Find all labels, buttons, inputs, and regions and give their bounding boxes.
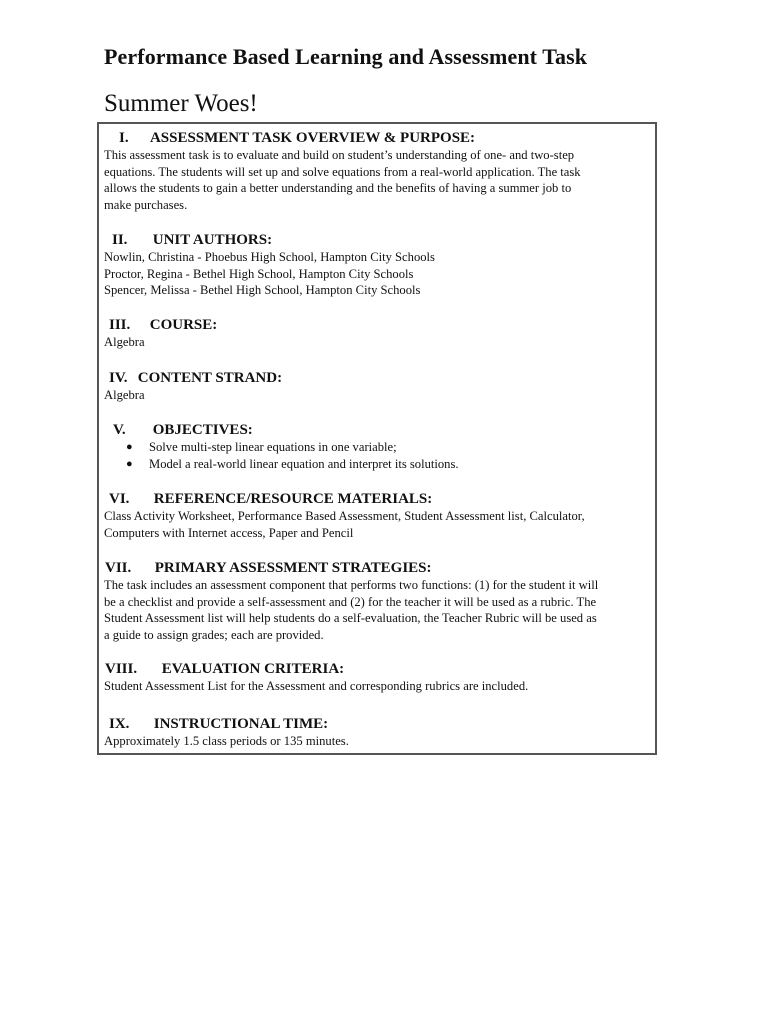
section-title: INSTRUCTIONAL TIME: — [153, 716, 329, 732]
section-heading — [104, 559, 649, 577]
body-line: equations. The students will set up and solve equations from a real-world application. The task — [104, 164, 581, 179]
section-number: V. — [113, 422, 126, 438]
body-line: Algebra — [104, 335, 145, 349]
body-line: Approximately 1.5 class periods or 135 minutes. — [104, 734, 349, 748]
section-course — [104, 316, 649, 351]
task-details-box — [97, 122, 657, 755]
body-line: Proctor, Regina - Bethel High School, Hampton City Schools — [104, 266, 414, 281]
body-line: Student Assessment List for the Assessment and corresponding rubrics are included. — [104, 679, 529, 693]
section-title: OBJECTIVES: — [152, 422, 253, 438]
body-line: Algebra — [104, 388, 145, 402]
body-line: This assessment task is to evaluate and build on student’s understanding of one- and two-step — [104, 148, 575, 162]
section-title: ASSESSMENT TASK OVERVIEW & PURPOSE: — [149, 130, 476, 146]
section-heading — [104, 660, 649, 678]
section-assessment-strategies — [104, 559, 649, 643]
task-title: Summer Woes! — [104, 90, 258, 117]
section-body — [104, 334, 649, 351]
body-line: Student Assessment list will help students do a self-evaluation, the Teacher Rubric will be used as — [104, 611, 597, 625]
section-content-strand — [104, 369, 649, 404]
section-evaluation-criteria — [104, 660, 649, 695]
objectives-list — [104, 439, 649, 472]
body-line: be a checklist and provide a self-assessment and (2) for the teacher it will be used as a rubric. The — [104, 594, 597, 609]
section-body — [104, 508, 649, 541]
section-heading — [104, 231, 649, 249]
section-number: I. — [119, 130, 129, 146]
section-number: VI. — [109, 491, 130, 507]
body-line: Class Activity Worksheet, Performance Based Assessment, Student Assessment list, Calculator, — [104, 509, 585, 523]
section-title: EVALUATION CRITERIA: — [161, 661, 345, 677]
section-overview — [104, 129, 649, 213]
section-number: II. — [112, 232, 128, 248]
section-body — [104, 678, 649, 695]
section-title: UNIT AUTHORS: — [152, 232, 273, 248]
section-heading — [104, 316, 649, 334]
list-item-text: Model a real-world linear equation and interpret its solutions. — [149, 456, 459, 471]
section-heading — [104, 129, 649, 147]
list-item — [104, 439, 649, 456]
body-line: a guide to assign grades; each are provided. — [104, 627, 324, 642]
body-line: allows the students to gain a better understanding and the benefits of having a summer job to — [104, 181, 572, 195]
section-title: CONTENT STRAND: — [137, 370, 283, 386]
bullet-icon: ● — [126, 457, 133, 470]
section-number: IX. — [109, 716, 130, 732]
section-objectives — [104, 421, 649, 472]
section-instructional-time — [104, 715, 649, 750]
section-body — [104, 577, 649, 643]
body-line: Computers with Internet access, Paper and Pencil — [104, 525, 354, 540]
section-title: COURSE: — [149, 317, 218, 333]
body-line: Nowlin, Christina - Phoebus High School, Hampton City Schools — [104, 250, 435, 264]
section-heading — [104, 369, 649, 387]
body-line: The task includes an assessment component that performs two functions: (1) for the student it will — [104, 578, 599, 592]
section-unit-authors — [104, 231, 649, 299]
section-number: IV. — [109, 370, 128, 386]
section-heading — [104, 715, 649, 733]
section-title: REFERENCE/RESOURCE MATERIALS: — [153, 491, 433, 507]
section-number: III. — [109, 317, 131, 333]
body-line: make purchases. — [104, 197, 188, 212]
bullet-icon: ● — [126, 441, 133, 453]
list-item — [104, 456, 649, 473]
section-number: VIII. — [105, 661, 138, 677]
section-number: VII. — [105, 560, 132, 576]
document-title: Performance Based Learning and Assessment Task — [104, 44, 588, 69]
section-body — [104, 147, 649, 213]
list-item-text: Solve multi-step linear equations in one variable; — [149, 440, 397, 454]
section-reference-materials — [104, 490, 649, 541]
section-heading — [104, 490, 649, 508]
section-body — [104, 733, 649, 750]
body-line: Spencer, Melissa - Bethel High School, Hampton City Schools — [104, 283, 421, 297]
section-body — [104, 249, 649, 299]
section-body — [104, 387, 649, 404]
section-title: PRIMARY ASSESSMENT STRATEGIES: — [154, 560, 432, 576]
section-heading — [104, 421, 649, 439]
